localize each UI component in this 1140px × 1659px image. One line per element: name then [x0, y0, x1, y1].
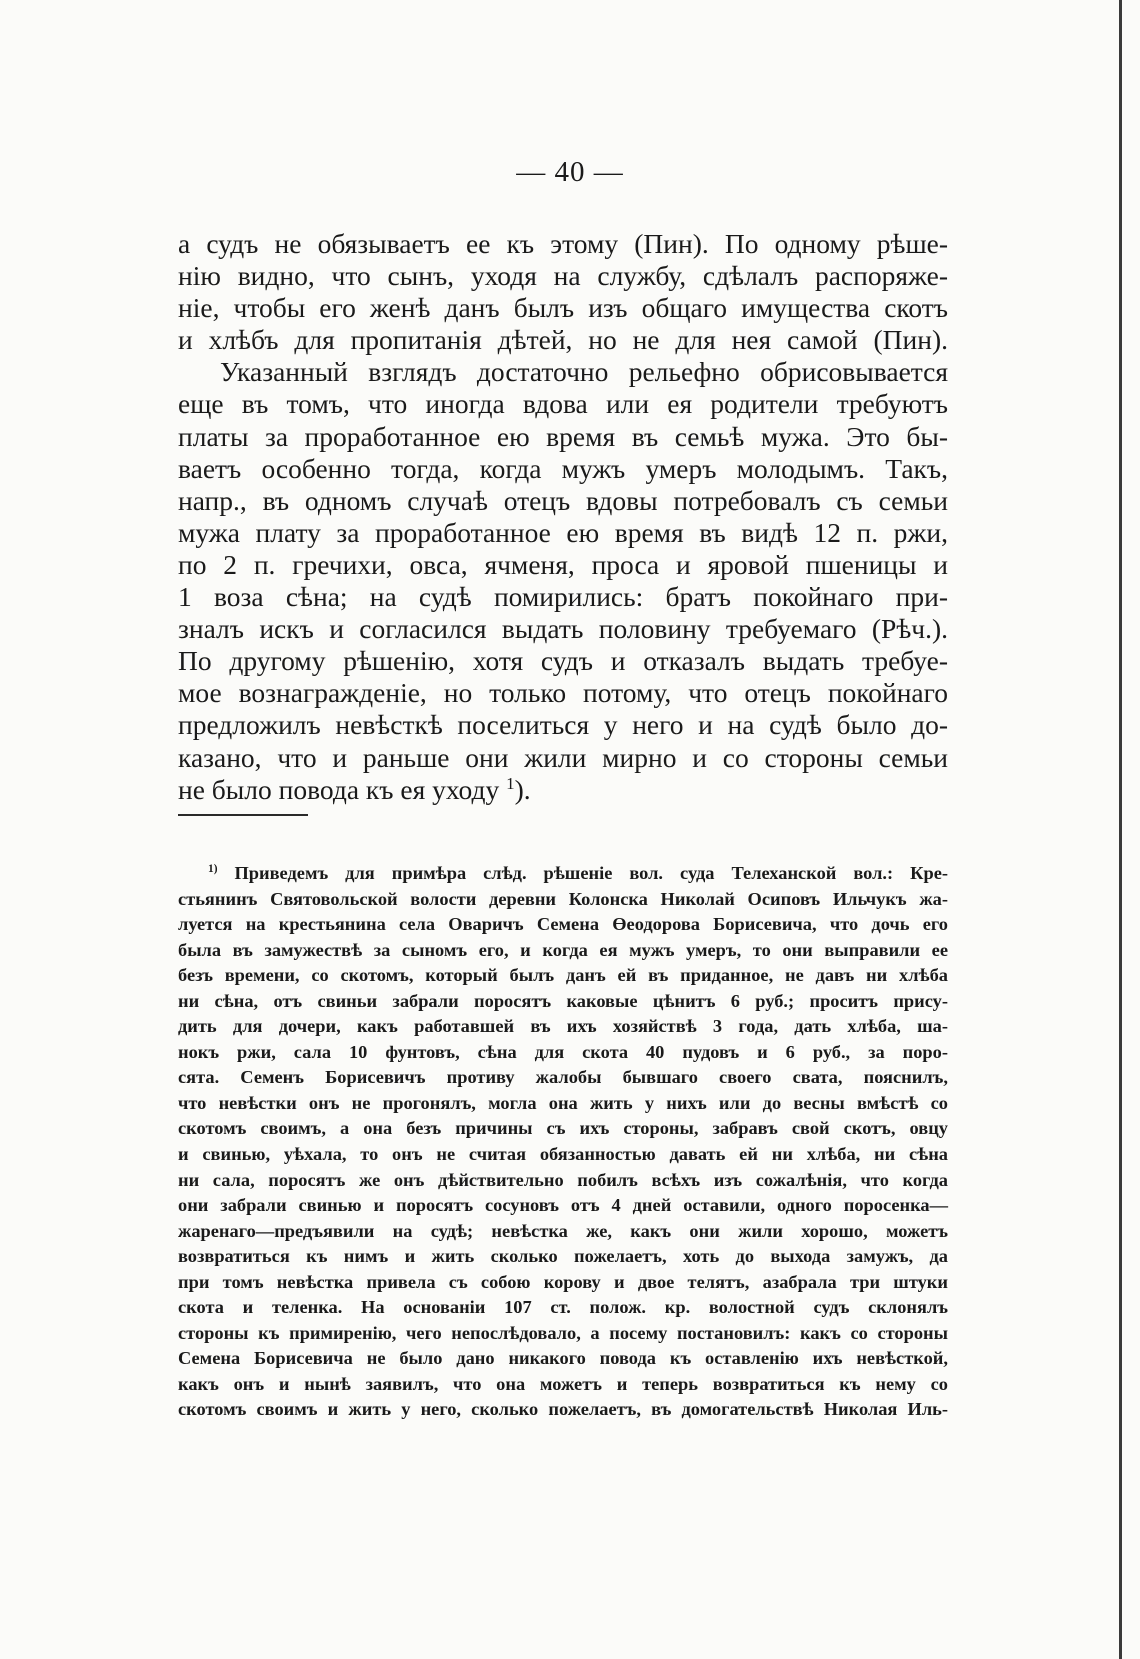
footnote-line-content: Приведемъ для примѣра слѣд. рѣшеніе вол. суда Телеханской вол.: Кре- — [217, 863, 948, 883]
footnote-line: что невѣстки онъ не прогонялъ, могла она жить у нихъ или до весны вмѣстѣ со — [178, 1092, 948, 1113]
text-line: еще въ томъ, что иногда вдова или ея родители требуютъ — [178, 388, 948, 420]
footnote-line: ни сѣна, отъ свиньи забрали поросятъ каковые цѣнитъ 6 руб.; проситъ прису- — [178, 990, 948, 1011]
footnote-marker: 1) — [208, 862, 218, 875]
text-line: мое вознагражденіе, но только потому, что отецъ покойнаго — [178, 677, 948, 709]
footnote-separator — [178, 814, 308, 816]
page-edge-line — [1119, 0, 1122, 1659]
footnote-line: была въ замужествѣ за сыномъ его, и когда ея мужъ умеръ, то они выправили ее — [178, 939, 948, 960]
footnote-line: и свинью, уѣхала, то онъ не считая обязанностью давать ей ни хлѣба, ни сѣна — [178, 1144, 948, 1165]
footnote-line: сята. Семенъ Борисевичъ противу жалобы бывшаго своего свата, пояснилъ, — [178, 1067, 948, 1088]
footnote-line: стьянинъ Святовольской волости деревни Колонска Николай Осиповъ Ильчукъ жа- — [178, 888, 948, 909]
text-line: и хлѣбъ для пропитанія дѣтей, но не для нея самой (Пин). — [178, 324, 948, 356]
text-line: ніе, чтобы его женѣ данъ былъ изъ общаго имущества скотъ — [178, 292, 948, 324]
footnote-reference[interactable]: 1 — [506, 773, 515, 793]
footnote-line: Семена Борисевича не было дано никакого повода къ оставленію ихъ невѣсткой, — [178, 1348, 948, 1369]
text-line-end: ). — [514, 773, 531, 805]
footnote-line: стороны къ примиренію, чего непослѣдовало, а посему постановилъ: какъ со стороны — [178, 1322, 948, 1343]
footnote-line: дить для дочери, какъ работавшей въ ихъ хозяйствѣ 3 года, дать хлѣба, ша- — [178, 1016, 948, 1037]
text-line: ваетъ особенно тогда, когда мужъ умеръ молодымъ. Такъ, — [178, 452, 948, 484]
footnote-line-first — [178, 861, 948, 887]
text-line: 1 воза сѣна; на судѣ помирились: братъ покойнаго при- — [178, 581, 948, 613]
text-line: нію видно, что сынъ, уходя на службу, сдѣлалъ распоряже- — [178, 260, 948, 292]
text-line: напр., въ одномъ случаѣ отецъ вдовы потребовалъ съ семьи — [178, 484, 948, 516]
text-line: казано, что и раньше они жили мирно и со стороны семьи — [178, 741, 948, 773]
footnote — [178, 861, 948, 1423]
text-line: предложилъ невѣсткѣ поселиться у него и на судѣ было до- — [178, 709, 948, 741]
footnote-line: нокъ ржи, сала 10 фунтовъ, сѣна для скота 40 пудовъ и 6 руб., за поро- — [178, 1041, 948, 1062]
text-line: по 2 п. гречихи, овса, ячменя, проса и яровой пшеницы и — [178, 548, 948, 580]
text-line: платы за проработанное ею время въ семьѣ мужа. Это бы- — [178, 420, 948, 452]
footnote-line: скота и теленка. На основаніи 107 ст. полож. кр. волостной судъ склонялъ — [178, 1297, 948, 1318]
text-line-content: не было повода къ ея уходу — [178, 773, 500, 805]
footnote-line: жаренаго—предъявили на судѣ; невѣстка же, какъ они жили хорошо, можетъ — [178, 1220, 948, 1241]
footnote-line: луется на крестьянина села Оваричъ Семена Өеодорова Борисевича, что дочь его — [178, 914, 948, 935]
footnote-line: скотомъ своимъ и жить у него, сколько пожелаетъ, въ домогательствѣ Николая Иль- — [178, 1399, 948, 1420]
text-line-last — [178, 774, 948, 806]
footnote-line: скотомъ своимъ, а она безъ причины съ ихъ стороны, забравъ свой скотъ, овцу — [178, 1118, 948, 1139]
footnote-line: ни сала, поросятъ же онъ дѣйствительно побилъ всѣхъ изъ сожалѣнія, что когда — [178, 1169, 948, 1190]
text-line: мужа плату за проработанное ею время въ видѣ 12 п. ржи, — [178, 516, 948, 548]
footnote-line: безъ времени, со скотомъ, который былъ данъ ей въ приданное, не давъ ни хлѣба — [178, 965, 948, 986]
text-line: По другому рѣшенію, хотя судъ и отказалъ выдать требуе- — [178, 645, 948, 677]
footnote-line: возвратиться къ нимъ и жить сколько пожелаетъ, хоть до выхода замужъ, да — [178, 1246, 948, 1267]
text-line: а судъ не обязываетъ ее къ этому (Пин). По одному рѣше- — [178, 228, 948, 259]
footnote-line: они забрали свинью и поросятъ сосуновъ отъ 4 дней оставили, одного поросенка— — [178, 1195, 948, 1216]
text-line: зналъ искъ и согласился выдать половину требуемаго (Рѣч.). — [178, 613, 948, 645]
text-line: Указанный взглядъ достаточно рельефно обрисовывается — [220, 356, 948, 388]
main-text — [178, 228, 948, 806]
footnote-line: какъ онъ и нынѣ заявилъ, что она можетъ и теперь возвратиться къ нему со — [178, 1373, 948, 1394]
page-number: — 40 — — [516, 156, 624, 188]
footnote-line: при томъ невѣстка привела съ собою корову и двое телятъ, азабрала три штуки — [178, 1271, 948, 1292]
